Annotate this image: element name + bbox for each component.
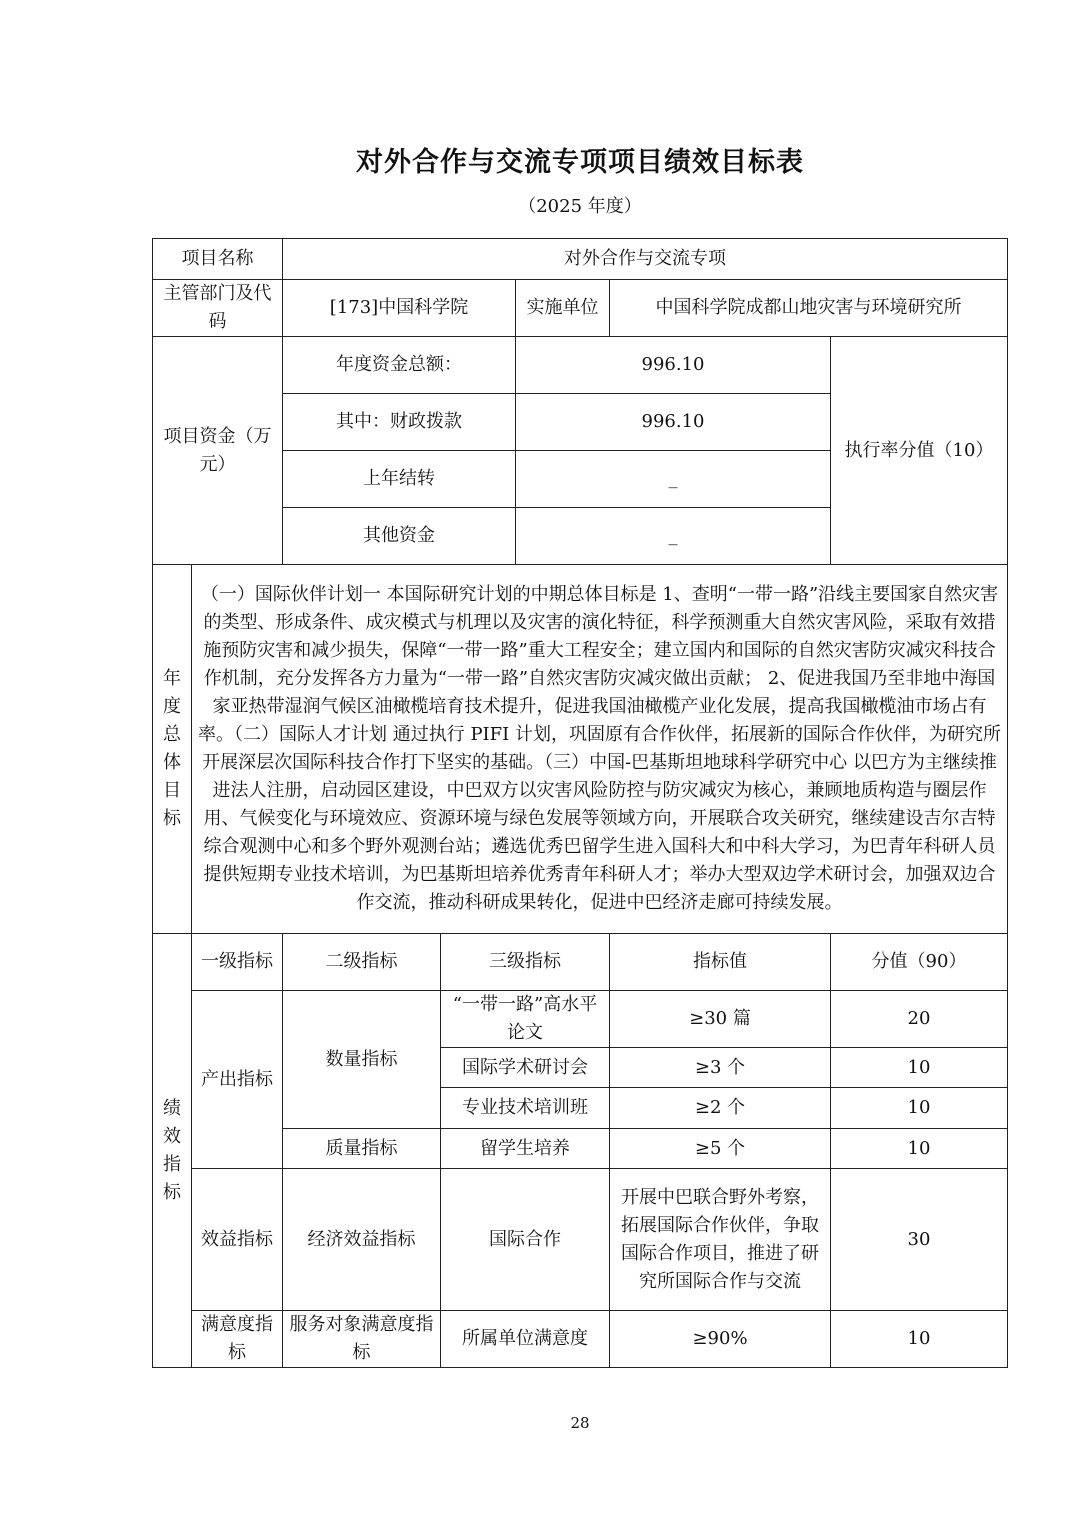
funds-total-label: 年度资金总额： xyxy=(283,337,516,394)
header-level1: 一级指标 xyxy=(192,934,283,991)
execution-rate-score: 执行率分值（10） xyxy=(831,337,1008,565)
economic-benefit-label: 经济效益指标 xyxy=(283,1169,441,1311)
benefit-indicator-label: 效益指标 xyxy=(192,1169,283,1311)
page-number: 28 xyxy=(570,1414,590,1432)
quality-indicator-label: 质量指标 xyxy=(283,1129,441,1169)
funds-fiscal-label: 其中：财政拨款 xyxy=(283,394,516,451)
level3-indicator: 专业技术培训班 xyxy=(441,1088,610,1129)
project-name-label: 项目名称 xyxy=(153,239,283,280)
indicator-score: 10 xyxy=(831,1129,1008,1169)
funds-carryover-label: 上年结转 xyxy=(283,451,516,508)
funds-fiscal-value: 996.10 xyxy=(516,394,831,451)
output-indicator-label: 产出指标 xyxy=(192,991,283,1169)
project-name-value: 对外合作与交流专项 xyxy=(283,239,1008,280)
performance-label: 绩效指标 xyxy=(153,934,192,1368)
header-value: 指标值 xyxy=(610,934,831,991)
department-row xyxy=(153,280,1008,337)
level3-indicator: 所属单位满意度 xyxy=(441,1311,610,1368)
department-value: [173]中国科学院 xyxy=(283,280,516,337)
indicator-value: ≥3 个 xyxy=(610,1048,831,1088)
funds-other-label: 其他资金 xyxy=(283,508,516,565)
funds-label: 项目资金（万元） xyxy=(153,337,283,565)
level3-indicator: 留学生培养 xyxy=(441,1129,610,1169)
department-label: 主管部门及代码 xyxy=(153,280,283,337)
page-subtitle: （2025 年度） xyxy=(518,196,642,217)
implementing-unit-value: 中国科学院成都山地灾害与环境研究所 xyxy=(610,280,1008,337)
page-title: 对外合作与交流专项项目绩效目标表 xyxy=(356,147,804,178)
level3-indicator: 国际合作 xyxy=(441,1169,610,1311)
indicator-value: ≥30 篇 xyxy=(610,991,831,1048)
satisfaction-indicator-label: 满意度指标 xyxy=(192,1311,283,1368)
indicator-value: ≥90% xyxy=(610,1311,831,1368)
indicator-score: 10 xyxy=(831,1311,1008,1368)
annual-goal-text: （一）国际伙伴计划一 本国际研究计划的中期总体目标是 1、查明“一带一路”沿线主要国家自然灾害的类型、形成条件、成灾模式与机理以及灾害的演化特征，科学预测重大自然灾害风险，采取有效措施预防灾害和减少损失，保障“一带一路”重大工程安全；建立国内和国际的自然灾害防灾减灾科技合作机制，充分发挥各方力量为“一带一路”自然灾害防灾减灾做出贡献； 2、促进我国乃至非地中海国家亚热带湿润气候区油橄榄培育技术提升，促进我国油橄榄产业化发展，提高我国橄榄油市场占有率。（二）国际人才计划 通过执行 PIFI 计划，巩固原有合作伙伴，拓展新的国际合作伙伴，为研究所开展深层次国际科技合作打下坚实的基础。（三）中国-巴基斯坦地球科学研究中心 以巴方为主继续推进法人注册，启动园区建设，中巴双方以灾害风险防控与防灾减灾为核心，兼顾地质构造与圈层作用、气候变化与环境效应、资源环境与绿色发展等领域方向，开展联合攻关研究，继续建设吉尔吉特综合观测中心和多个野外观测台站；遴选优秀巴留学生进入国科大和中科大学习，为巴青年科研人员提供短期专业技术培训，为巴基斯坦培养优秀青年科研人才；举办大型双边学术研讨会，加强双边合作交流，推动科研成果转化，促进中巴经济走廊可持续发展。 xyxy=(192,565,1008,934)
header-score: 分值（90） xyxy=(831,934,1008,991)
funds-total-row xyxy=(153,337,1008,394)
header-level3: 三级指标 xyxy=(441,934,610,991)
funds-other-value: _ xyxy=(516,508,831,565)
level3-indicator: “一带一路”高水平论文 xyxy=(441,991,610,1048)
indicator-score: 30 xyxy=(831,1169,1008,1311)
header-level2: 二级指标 xyxy=(283,934,441,991)
annual-goal-row xyxy=(153,565,1008,934)
funds-total-value: 996.10 xyxy=(516,337,831,394)
level3-indicator: 国际学术研讨会 xyxy=(441,1048,610,1088)
indicator-value: 开展中巴联合野外考察，拓展国际合作伙伴，争取国际合作项目，推进了研究所国际合作与交流 xyxy=(610,1169,831,1311)
table-row xyxy=(153,991,1008,1048)
indicator-score: 10 xyxy=(831,1048,1008,1088)
performance-target-table xyxy=(152,238,1008,1368)
funds-carryover-value: _ xyxy=(516,451,831,508)
project-name-row xyxy=(153,239,1008,280)
implementing-unit-label: 实施单位 xyxy=(516,280,610,337)
indicator-score: 10 xyxy=(831,1088,1008,1129)
service-satisfaction-label: 服务对象满意度指标 xyxy=(283,1311,441,1368)
table-row xyxy=(153,1169,1008,1311)
annual-goal-label: 年度总体目标 xyxy=(153,565,192,934)
indicator-value: ≥2 个 xyxy=(610,1088,831,1129)
indicator-value: ≥5 个 xyxy=(610,1129,831,1169)
indicator-score: 20 xyxy=(831,991,1008,1048)
quantity-indicator-label: 数量指标 xyxy=(283,991,441,1129)
table-row xyxy=(153,1311,1008,1368)
performance-header-row xyxy=(153,934,1008,991)
